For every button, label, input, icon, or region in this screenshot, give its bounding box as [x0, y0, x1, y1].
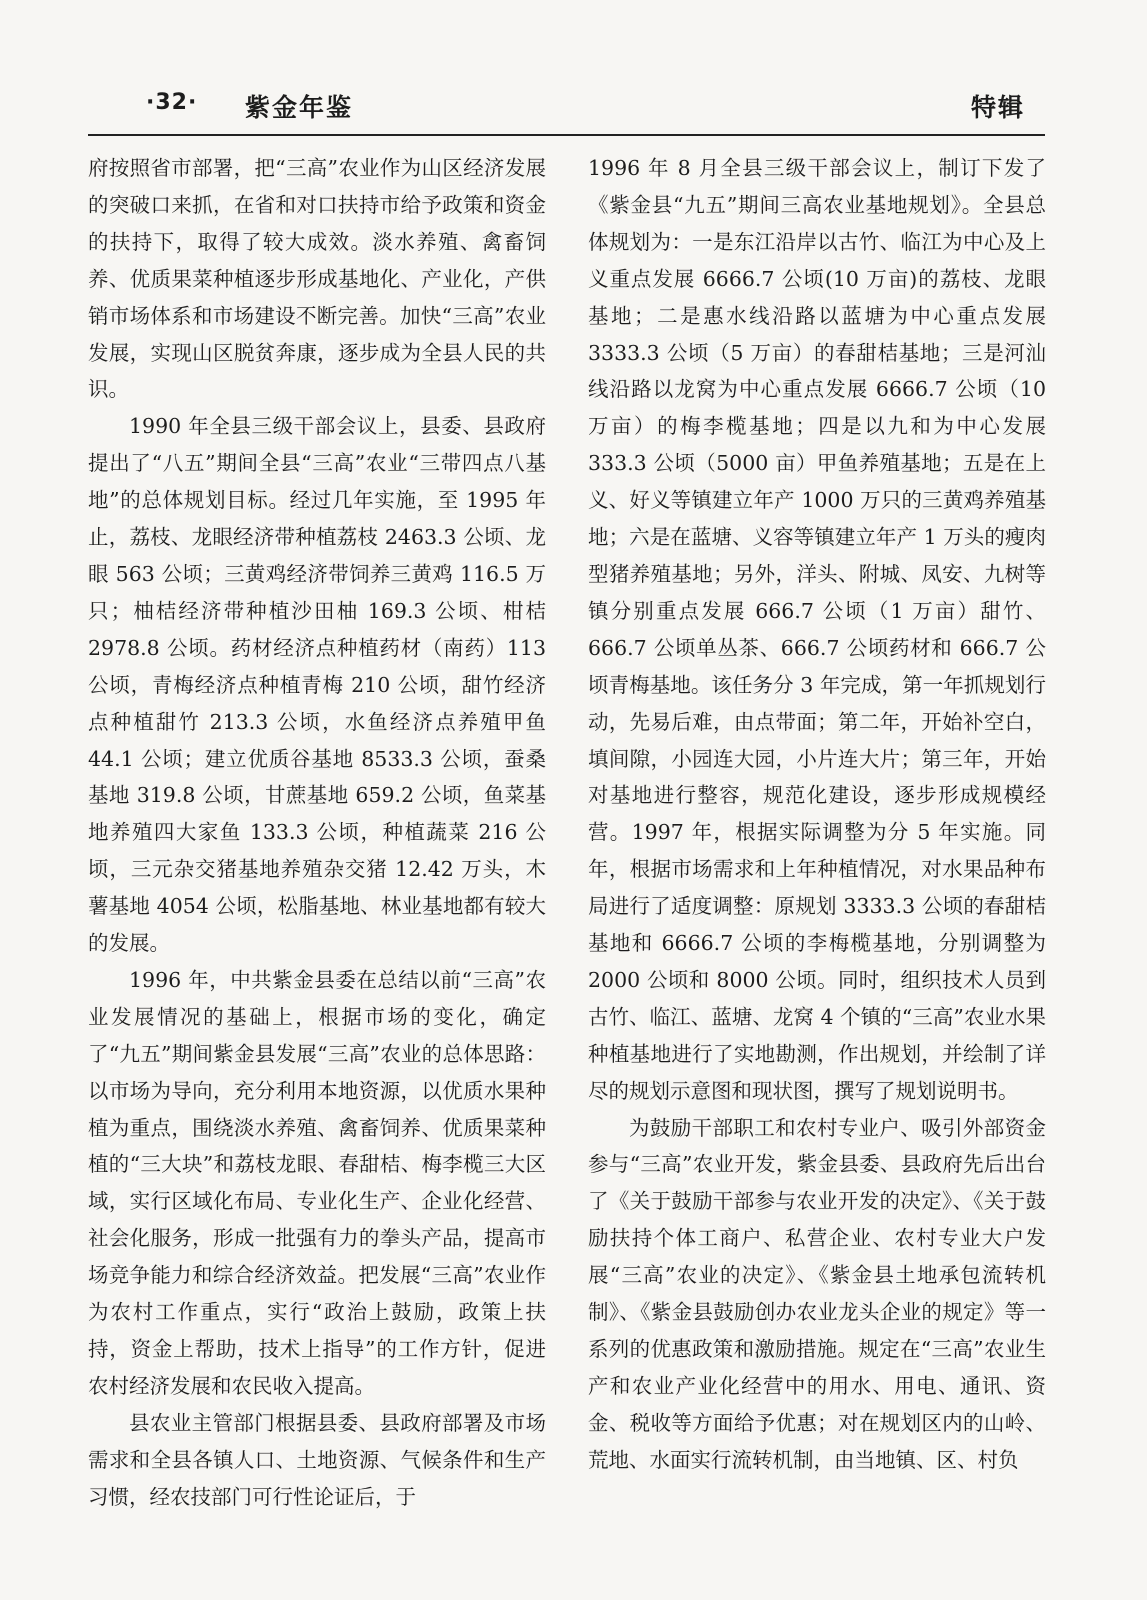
paragraph: 府按照省市部署，把“三高”农业作为山区经济发展的突破口来抓，在省和对口扶持市给予政策和资金的扶持下，取得了较大成效。淡水养殖、禽畜饲养、优质果菜种植逐步形成基地化、产业化，产供销市场体系和市场建设不断完善。加快“三高”农业发展，实现山区脱贫奔康，逐步成为全县人民的共识。 [88, 156, 546, 402]
page-header [88, 86, 1045, 136]
paragraph: 1996 年 8 月全县三级干部会议上，制订下发了《紫金县“九五”期间三高农业基地规划》。全县总体规划为：一是东江沿岸以古竹、临江为中心及上义重点发展 6666.7 公顷(10 万亩)的荔枝、龙眼基地；二是惠水线沿路以蓝塘为中心重点发展 3333.3 公顷（5 万亩）的春甜桔基地；三是河汕线沿路以龙窝为中心重点发展 6666.7 公顷（10 万亩）的梅李榄基地；四是以九和为中心发展 333.3 公顷（5000 亩）甲鱼养殖基地；五是在上义、好义等镇建立年产 1000 万只的三黄鸡养殖基地；六是在蓝塘、义容等镇建立年产 1 万头的瘦肉型猪养殖基地；另外，洋头、附城、凤安、九树等镇分别重点发展 666.7 公顷（1 万亩）甜竹、666.7 公顷单丛茶、666.7 公顷药材和 666.7 公顷青梅基地。该任务分 3 年完成，第一年抓规划行动，先易后难，由点带面；第二年，开始补空白，填间隙，小园连大园，小片连大片；第三年，开始对基地进行整容，规范化建设，逐步形成规模经营。1997 年，根据实际调整为分 5 年实施。同年，根据市场需求和上年种植情况，对水果品种布局进行了适度调整：原规划 3333.3 公顷的春甜桔基地和 6666.7 公顷的李梅榄基地，分别调整为 2000 公顷和 8000 公顷。同时，组织技术人员到古竹、临江、蓝塘、龙窝 4 个镇的“三高”农业水果种植基地进行了实地勘测，作出规划，并绘制了详尽的规划示意图和现状图，撰写了规划说明书。 [588, 156, 1046, 1103]
book-title: 紫金年鉴 [245, 93, 354, 122]
paragraph: 县农业主管部门根据县委、县政府部署及市场需求和全县各镇人口、土地资源、气候条件和生产习惯，经农技部门可行性论证后，于 [88, 1410, 546, 1509]
paragraph: 1996 年，中共紫金县委在总结以前“三高”农业发展情况的基础上，根据市场的变化，确定了“九五”期间紫金县发展“三高”农业的总体思路：以市场为导向，充分利用本地资源，以优质水果种植为重点，围绕淡水养殖、禽畜饲养、优质果菜种植的“三大块”和荔枝龙眼、春甜桔、梅李榄三大区域，实行区域化布局、专业化生产、企业化经营、社会化服务，形成一批强有力的拳头产品，提高市场竞争能力和综合经济效益。把发展“三高”农业作为农村工作重点，实行“政治上鼓励，政策上扶持，资金上帮助，技术上指导”的工作方针，促进农村经济发展和农民收入提高。 [88, 967, 546, 1398]
right-column [588, 150, 1046, 1550]
paragraph: 为鼓励干部职工和农村专业户、吸引外部资金参与“三高”农业开发，紫金县委、县政府先后出台了《关于鼓励干部参与农业开发的决定》、《关于鼓励扶持个体工商户、私营企业、农村专业大户发展“三高”农业的决定》、《紫金县土地承包流转机制》、《紫金县鼓励创办农业龙头企业的规定》等一系列的优惠政策和激励措施。规定在“三高”农业生产和农业产业化经营中的用水、用电、通讯、资金、税收等方面给予优惠；对在规划区内的山岭、荒地、水面实行流转机制，由当地镇、区、村负 [588, 1115, 1046, 1472]
section-title: 特辑 [970, 93, 1025, 122]
left-column [88, 150, 546, 1550]
paragraph: 1990 年全县三级干部会议上，县委、县政府提出了“八五”期间全县“三高”农业“三带四点八基地”的总体规划目标。经过几年实施，至 1995 年止，荔枝、龙眼经济带种植荔枝 2463.3 公顷、龙眼 563 公顷；三黄鸡经济带饲养三黄鸡 116.5 万只；柚桔经济带种植沙田柚 169.3 公顷、柑桔 2978.8 公顷。药材经济点种植药材（南药）113 公顷，青梅经济点种植青梅 210 公顷，甜竹经济点种植甜竹 213.3 公顷，水鱼经济点养殖甲鱼 44.1 公顷；建立优质谷基地 8533.3 公顷，蚕桑基地 319.8 公顷，甘蔗基地 659.2 公顷，鱼菜基地养殖四大家鱼 133.3 公顷，种植蔬菜 216 公顷，三元杂交猪基地养殖杂交猪 12.42 万头，木薯基地 4054 公顷，松脂基地、林业基地都有较大的发展。 [88, 414, 546, 956]
page-number: ·32· [146, 90, 198, 115]
